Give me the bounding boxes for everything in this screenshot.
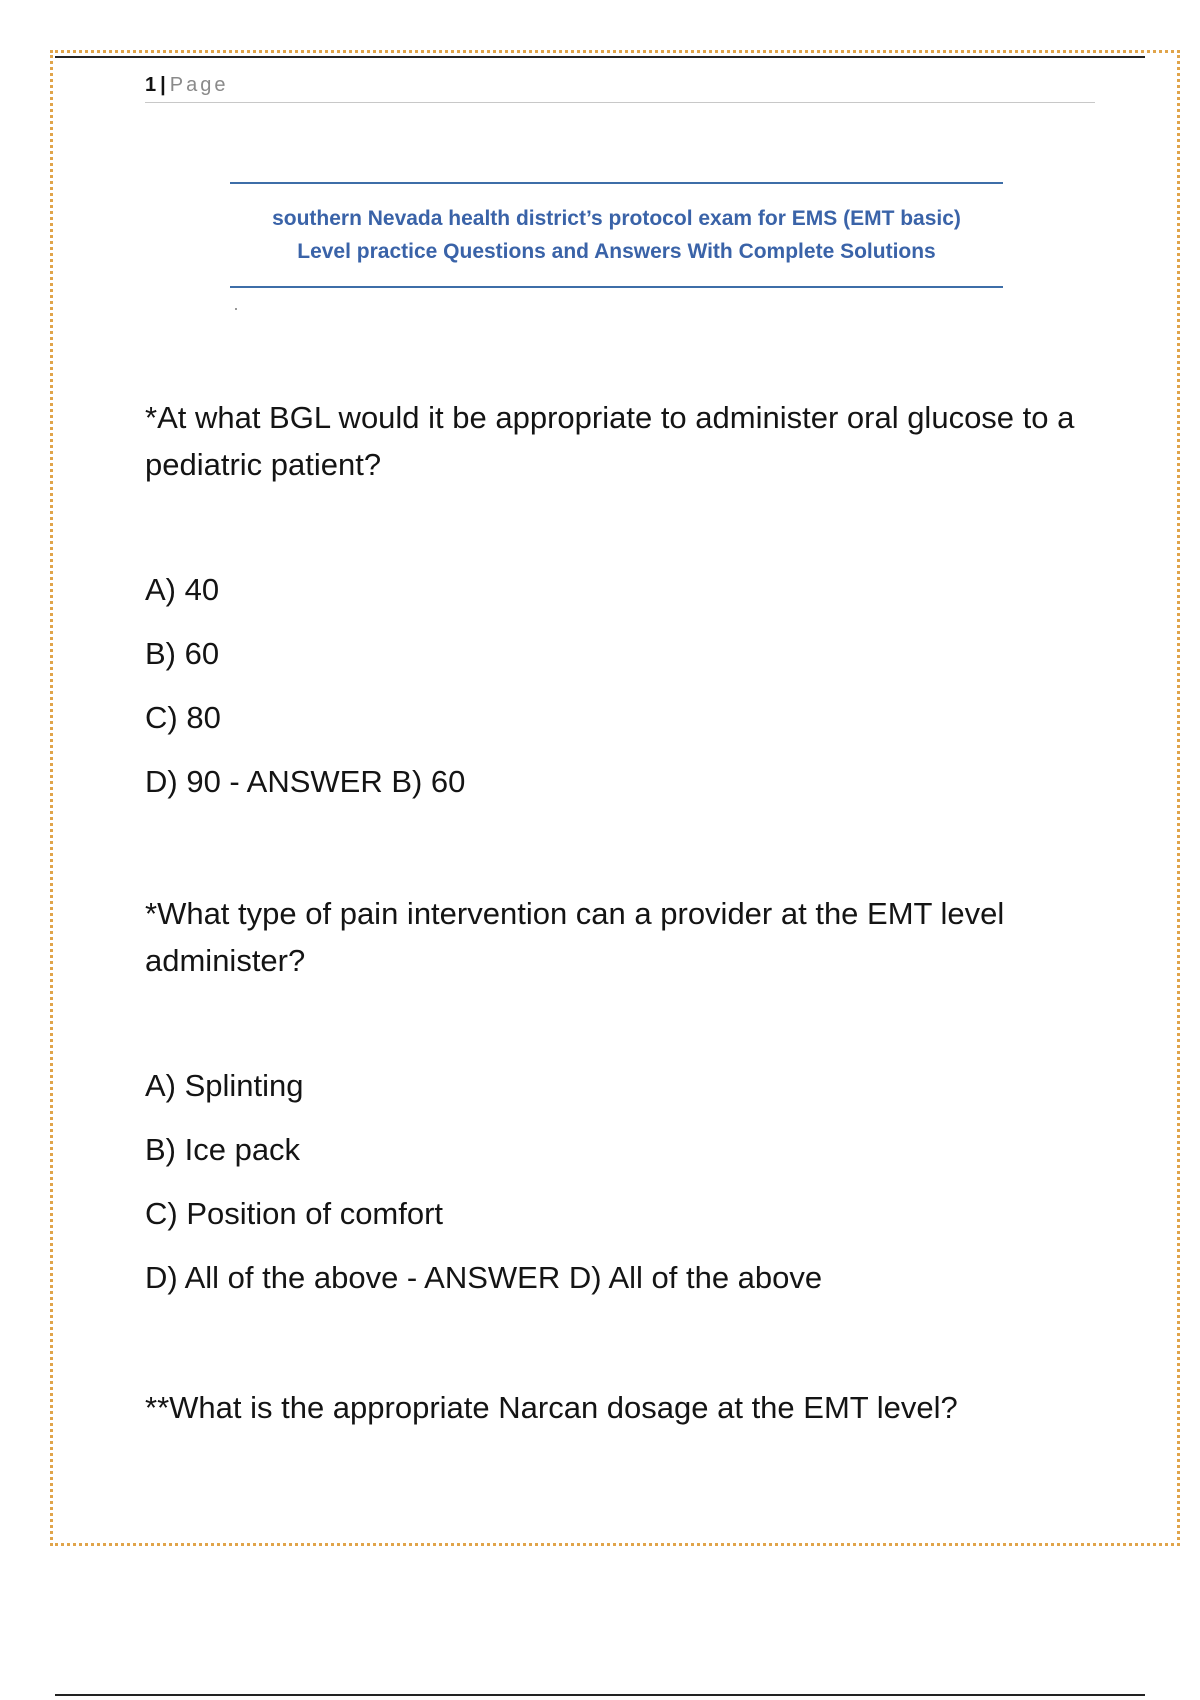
bottom-rule — [55, 1694, 1145, 1696]
question-text: **What is the appropriate Narcan dosage at the EMT level? — [145, 1390, 958, 1425]
title-line-2: Level practice Questions and Answers With Complete Solutions — [297, 240, 936, 263]
question-text: *What type of pain intervention can a provider at the EMT level administer? — [145, 896, 1005, 978]
question-block-1 — [145, 394, 1105, 799]
title-line-1: southern Nevada health district’s protocol exam for EMS (EMT basic) — [272, 207, 961, 230]
option-b: B) Ice pack — [145, 1132, 301, 1167]
question-text: *At what BGL would it be appropriate to administer oral glucose to a pediatric patient? — [145, 400, 1075, 482]
option-d-answer: D) 90 - ANSWER B) 60 — [145, 764, 466, 799]
option-d-answer: D) All of the above - ANSWER D) All of the above — [145, 1260, 823, 1295]
question-block-3 — [145, 1384, 1105, 1431]
option-list — [145, 570, 465, 826]
question-block-2 — [145, 890, 1105, 1295]
option-a: A) 40 — [145, 572, 220, 607]
page-number: 1 — [145, 74, 157, 96]
option-c: C) Position of comfort — [145, 1196, 444, 1231]
option-b: B) 60 — [145, 636, 220, 671]
top-rule — [55, 56, 1145, 58]
option-a: A) Splinting — [145, 1068, 304, 1103]
option-c: C) 80 — [145, 700, 221, 735]
option-list — [145, 1066, 822, 1322]
page-separator: | — [160, 74, 166, 96]
page-label: Page — [169, 74, 229, 96]
stray-dot — [235, 308, 237, 310]
page-header — [145, 72, 1095, 103]
document-title — [230, 182, 1003, 288]
